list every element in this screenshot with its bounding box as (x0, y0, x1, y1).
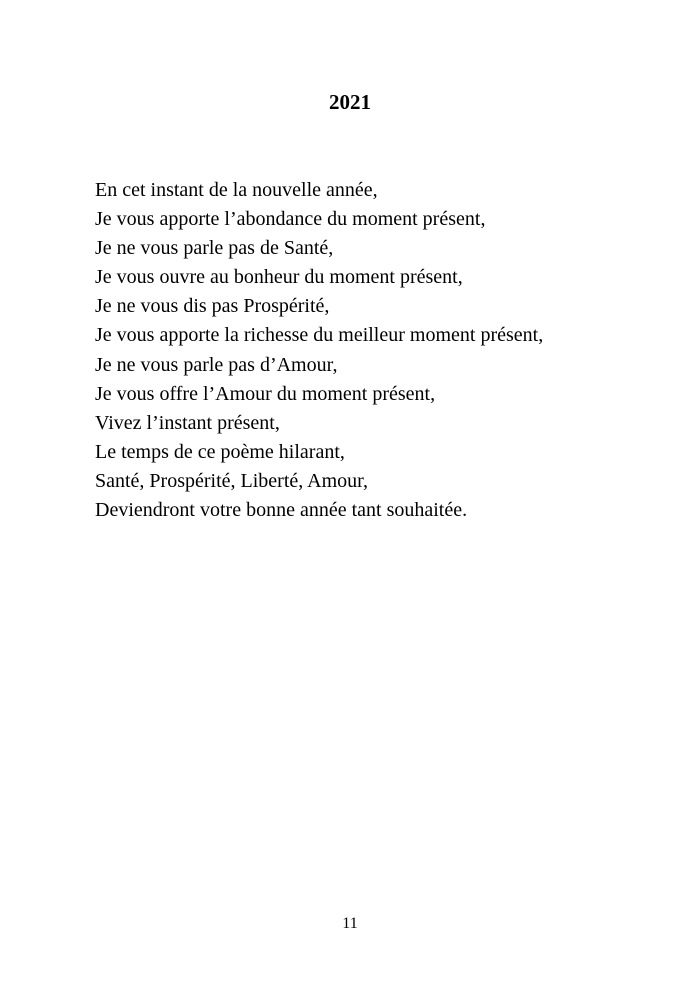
page-number: 11 (342, 915, 358, 932)
poem-line: Je vous ouvre au bonheur du moment présent, (95, 266, 463, 289)
poem-line: Le temps de ce poème hilarant, (95, 440, 345, 463)
poem-line: Je vous apporte la richesse du meilleur moment présent, (95, 324, 544, 347)
poem-line: Je vous offre l’Amour du moment présent, (95, 382, 436, 405)
poem-title: 2021 (329, 90, 371, 114)
poem-line: Santé, Prospérité, Liberté, Amour, (95, 469, 369, 492)
poem-body (95, 176, 675, 525)
poem-line: Je ne vous dis pas Prospérité, (95, 295, 330, 318)
poem-line: Je ne vous parle pas d’Amour, (95, 353, 338, 376)
poem-line: Vivez l’instant présent, (95, 411, 280, 434)
poem-line: Je ne vous parle pas de Santé, (95, 237, 334, 260)
poem-line: Je vous apporte l’abondance du moment présent, (95, 208, 486, 231)
poem-line: En cet instant de la nouvelle année, (95, 179, 378, 201)
poem-line: Deviendront votre bonne année tant souhaitée. (95, 499, 468, 522)
